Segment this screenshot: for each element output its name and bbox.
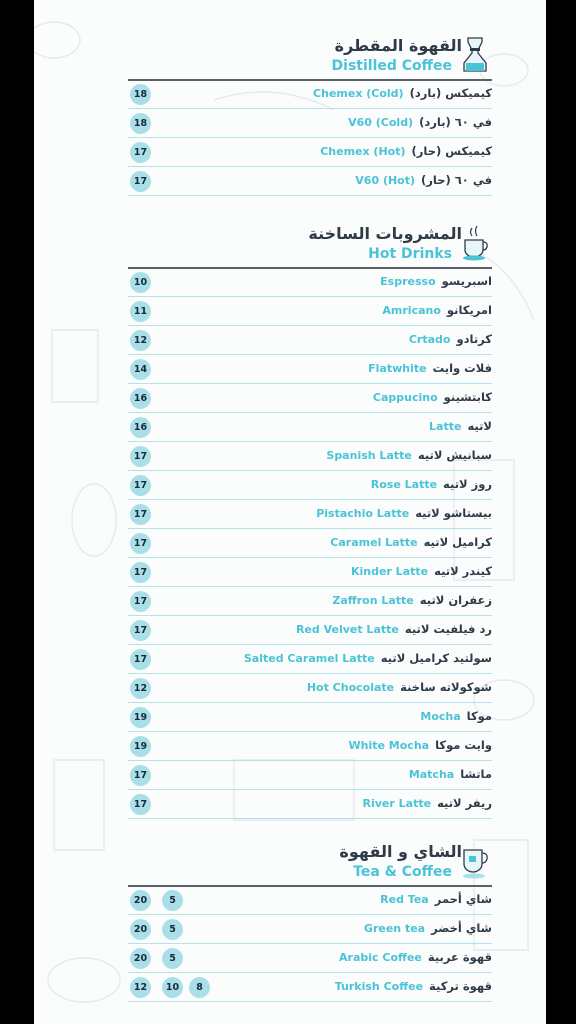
menu-item-name <box>429 419 492 433</box>
price-badge: 19 <box>130 707 151 728</box>
price-badge: 17 <box>130 504 151 525</box>
menu-item-row <box>128 109 492 138</box>
item-name-english: Arabic Coffee <box>339 951 422 964</box>
menu-item-name <box>380 274 492 288</box>
section-title-english: Hot Drinks <box>368 246 452 262</box>
menu-item-name <box>373 390 492 404</box>
menu-item-name <box>313 86 492 100</box>
item-name-english: White Mocha <box>348 739 430 752</box>
menu-item-name <box>420 709 492 723</box>
menu-item-row <box>128 413 492 442</box>
menu-item-row <box>128 558 492 587</box>
item-name-english: Matcha <box>408 768 455 781</box>
price-badge: 12 <box>130 678 151 699</box>
item-name-english: Flatwhite <box>368 362 427 375</box>
menu-list <box>128 886 492 1002</box>
item-name-english: Hot Chocolate <box>306 681 395 694</box>
item-name-english: Pistachio Latte <box>316 507 410 520</box>
item-name-english: Mocha <box>420 710 461 723</box>
item-name-english: Turkish Coffee <box>334 980 424 993</box>
section-tea-coffee <box>128 842 492 1002</box>
menu-page <box>34 0 546 1024</box>
price-badge: 17 <box>130 533 151 554</box>
item-name-arabic: زعفران لاتيه <box>419 593 492 607</box>
menu-item-row <box>128 587 492 616</box>
price-badge: 10 <box>130 272 151 293</box>
section-header <box>128 224 492 268</box>
price-badge: 16 <box>130 417 151 438</box>
menu-item-row <box>128 616 492 645</box>
price-badge: 5 <box>162 890 183 911</box>
item-name-english: Espresso <box>380 275 436 288</box>
item-name-arabic: روز لاتيه <box>443 477 492 491</box>
item-name-arabic: كيندر لاتيه <box>434 564 492 578</box>
price-badge: 10 <box>162 977 183 998</box>
menu-list <box>128 268 492 819</box>
menu-item-name <box>335 979 492 993</box>
price-badge: 17 <box>130 475 151 496</box>
item-name-arabic: ماتشا <box>460 767 492 781</box>
chemex-icon <box>462 36 488 74</box>
item-name-english: Red Velvet Latte <box>295 623 399 636</box>
menu-item-row <box>128 790 492 819</box>
menu-item-name <box>349 738 492 752</box>
menu-item-name <box>364 921 492 935</box>
price-badge: 17 <box>130 649 151 670</box>
price-badge: 8 <box>189 977 210 998</box>
section-header <box>128 36 492 80</box>
section-distilled-coffee <box>128 36 492 196</box>
item-name-english: Latte <box>429 420 462 433</box>
coffee-cup-icon <box>462 224 488 262</box>
menu-item-name <box>320 144 492 158</box>
menu-item-row <box>128 944 492 973</box>
menu-item-row <box>128 326 492 355</box>
menu-item-row <box>128 471 492 500</box>
price-badge: 17 <box>130 446 151 467</box>
menu-item-name <box>332 593 492 607</box>
menu-item-name <box>382 303 492 317</box>
item-name-arabic: شاي أخضر <box>431 921 492 935</box>
price-badge: 17 <box>130 794 151 815</box>
item-name-english: Cappucino <box>372 391 438 404</box>
menu-item-row <box>128 80 492 109</box>
price-badge: 5 <box>162 948 183 969</box>
item-name-arabic: كراميل لاتيه <box>423 535 492 549</box>
menu-item-row <box>128 645 492 674</box>
price-badge: 14 <box>130 359 151 380</box>
menu-item-row <box>128 674 492 703</box>
menu-item-name <box>371 477 492 491</box>
item-name-arabic: كيميكس (بارد) <box>409 86 492 100</box>
menu-item-row <box>128 268 492 297</box>
price-badge: 20 <box>130 890 151 911</box>
item-name-arabic: في ٦٠ (حار) <box>421 173 492 187</box>
menu-item-name <box>409 767 492 781</box>
item-name-arabic: رد فيلفيت لاتيه <box>404 622 492 636</box>
item-name-english: Red Tea <box>380 893 429 906</box>
item-name-english: V60 (Cold) <box>348 116 414 129</box>
item-name-arabic: وايت موكا <box>435 738 492 752</box>
price-badge: 5 <box>162 919 183 940</box>
item-name-arabic: لاتيه <box>467 419 492 433</box>
tea-cup-icon <box>462 842 488 880</box>
menu-item-name <box>244 651 492 665</box>
section-title-arabic: المشروبات الساخنة <box>308 224 462 243</box>
menu-item-row <box>128 529 492 558</box>
menu-item-row <box>128 732 492 761</box>
menu-item-row <box>128 886 492 915</box>
price-badge: 18 <box>130 84 151 105</box>
item-name-arabic: كابتشينو <box>443 390 492 404</box>
section-title-arabic: القهوة المقطرة <box>334 36 462 55</box>
item-name-arabic: قهوة تركية <box>429 979 492 993</box>
price-badge: 12 <box>130 330 151 351</box>
menu-item-name <box>351 564 492 578</box>
item-name-arabic: شوكولاته ساخنة <box>400 680 492 694</box>
item-name-english: Rose Latte <box>370 478 438 491</box>
price-badge: 17 <box>130 765 151 786</box>
menu-item-row <box>128 138 492 167</box>
item-name-arabic: كرتادو <box>456 332 492 346</box>
item-name-english: Zaffron Latte <box>332 594 414 607</box>
menu-item-row <box>128 500 492 529</box>
item-name-arabic: في ٦٠ (بارد) <box>419 115 492 129</box>
item-name-english: Crtado <box>408 333 451 346</box>
menu-item-row <box>128 703 492 732</box>
menu-item-name <box>307 680 492 694</box>
menu-item-row <box>128 167 492 196</box>
item-name-arabic: ريفر لاتيه <box>437 796 492 810</box>
item-name-arabic: سولتيد كراميل لاتيه <box>380 651 492 665</box>
menu-item-name <box>380 892 492 906</box>
price-badge: 19 <box>130 736 151 757</box>
item-name-english: Chemex (Hot) <box>320 145 406 158</box>
menu-item-name <box>330 535 492 549</box>
item-name-arabic: سبانيش لاتيه <box>417 448 492 462</box>
item-name-english: Caramel Latte <box>330 536 418 549</box>
section-header <box>128 842 492 886</box>
menu-item-name <box>296 622 492 636</box>
menu-item-name <box>368 361 492 375</box>
item-name-english: Amricano <box>382 304 441 317</box>
menu-item-name <box>316 506 492 520</box>
price-badge: 16 <box>130 388 151 409</box>
item-name-arabic: كيميكس (حار) <box>411 144 492 158</box>
section-title-english: Distilled Coffee <box>331 58 452 74</box>
menu-item-row <box>128 355 492 384</box>
section-hot-drinks <box>128 224 492 819</box>
menu-item-row <box>128 915 492 944</box>
item-name-english: Chemex (Cold) <box>313 87 404 100</box>
section-title-arabic: الشاي و القهوة <box>339 842 462 861</box>
section-title-english: Tea & Coffee <box>353 864 452 880</box>
price-badge: 20 <box>130 948 151 969</box>
item-name-english: Spanish Latte <box>326 449 412 462</box>
menu-item-name <box>409 332 492 346</box>
item-name-arabic: شاي أحمر <box>434 892 492 906</box>
menu-item-row <box>128 973 492 1002</box>
menu-item-name <box>348 115 492 129</box>
item-name-english: River Latte <box>362 797 432 810</box>
menu-item-name <box>355 173 492 187</box>
menu-list <box>128 80 492 196</box>
item-name-english: Green tea <box>363 922 426 935</box>
price-badge: 17 <box>130 171 151 192</box>
price-badge: 17 <box>130 591 151 612</box>
price-badge: 18 <box>130 113 151 134</box>
price-badge: 20 <box>130 919 151 940</box>
menu-item-row <box>128 297 492 326</box>
item-name-arabic: فلات وايت <box>432 361 492 375</box>
menu-item-row <box>128 384 492 413</box>
menu-item-name <box>326 448 492 462</box>
item-name-arabic: بيستاشو لاتيه <box>415 506 492 520</box>
item-name-arabic: قهوة عربية <box>427 950 492 964</box>
menu-item-name <box>363 796 492 810</box>
menu-item-name <box>339 950 492 964</box>
menu-item-row <box>128 761 492 790</box>
price-badge: 12 <box>130 977 151 998</box>
item-name-english: V60 (Hot) <box>355 174 416 187</box>
menu-item-row <box>128 442 492 471</box>
item-name-arabic: امريكانو <box>446 303 492 317</box>
item-name-arabic: موكا <box>466 709 492 723</box>
item-name-english: Salted Caramel Latte <box>243 652 375 665</box>
price-badge: 17 <box>130 620 151 641</box>
price-badge: 17 <box>130 142 151 163</box>
price-badge: 17 <box>130 562 151 583</box>
price-badge: 11 <box>130 301 151 322</box>
item-name-english: Kinder Latte <box>350 565 429 578</box>
item-name-arabic: اسبريسو <box>441 274 492 288</box>
